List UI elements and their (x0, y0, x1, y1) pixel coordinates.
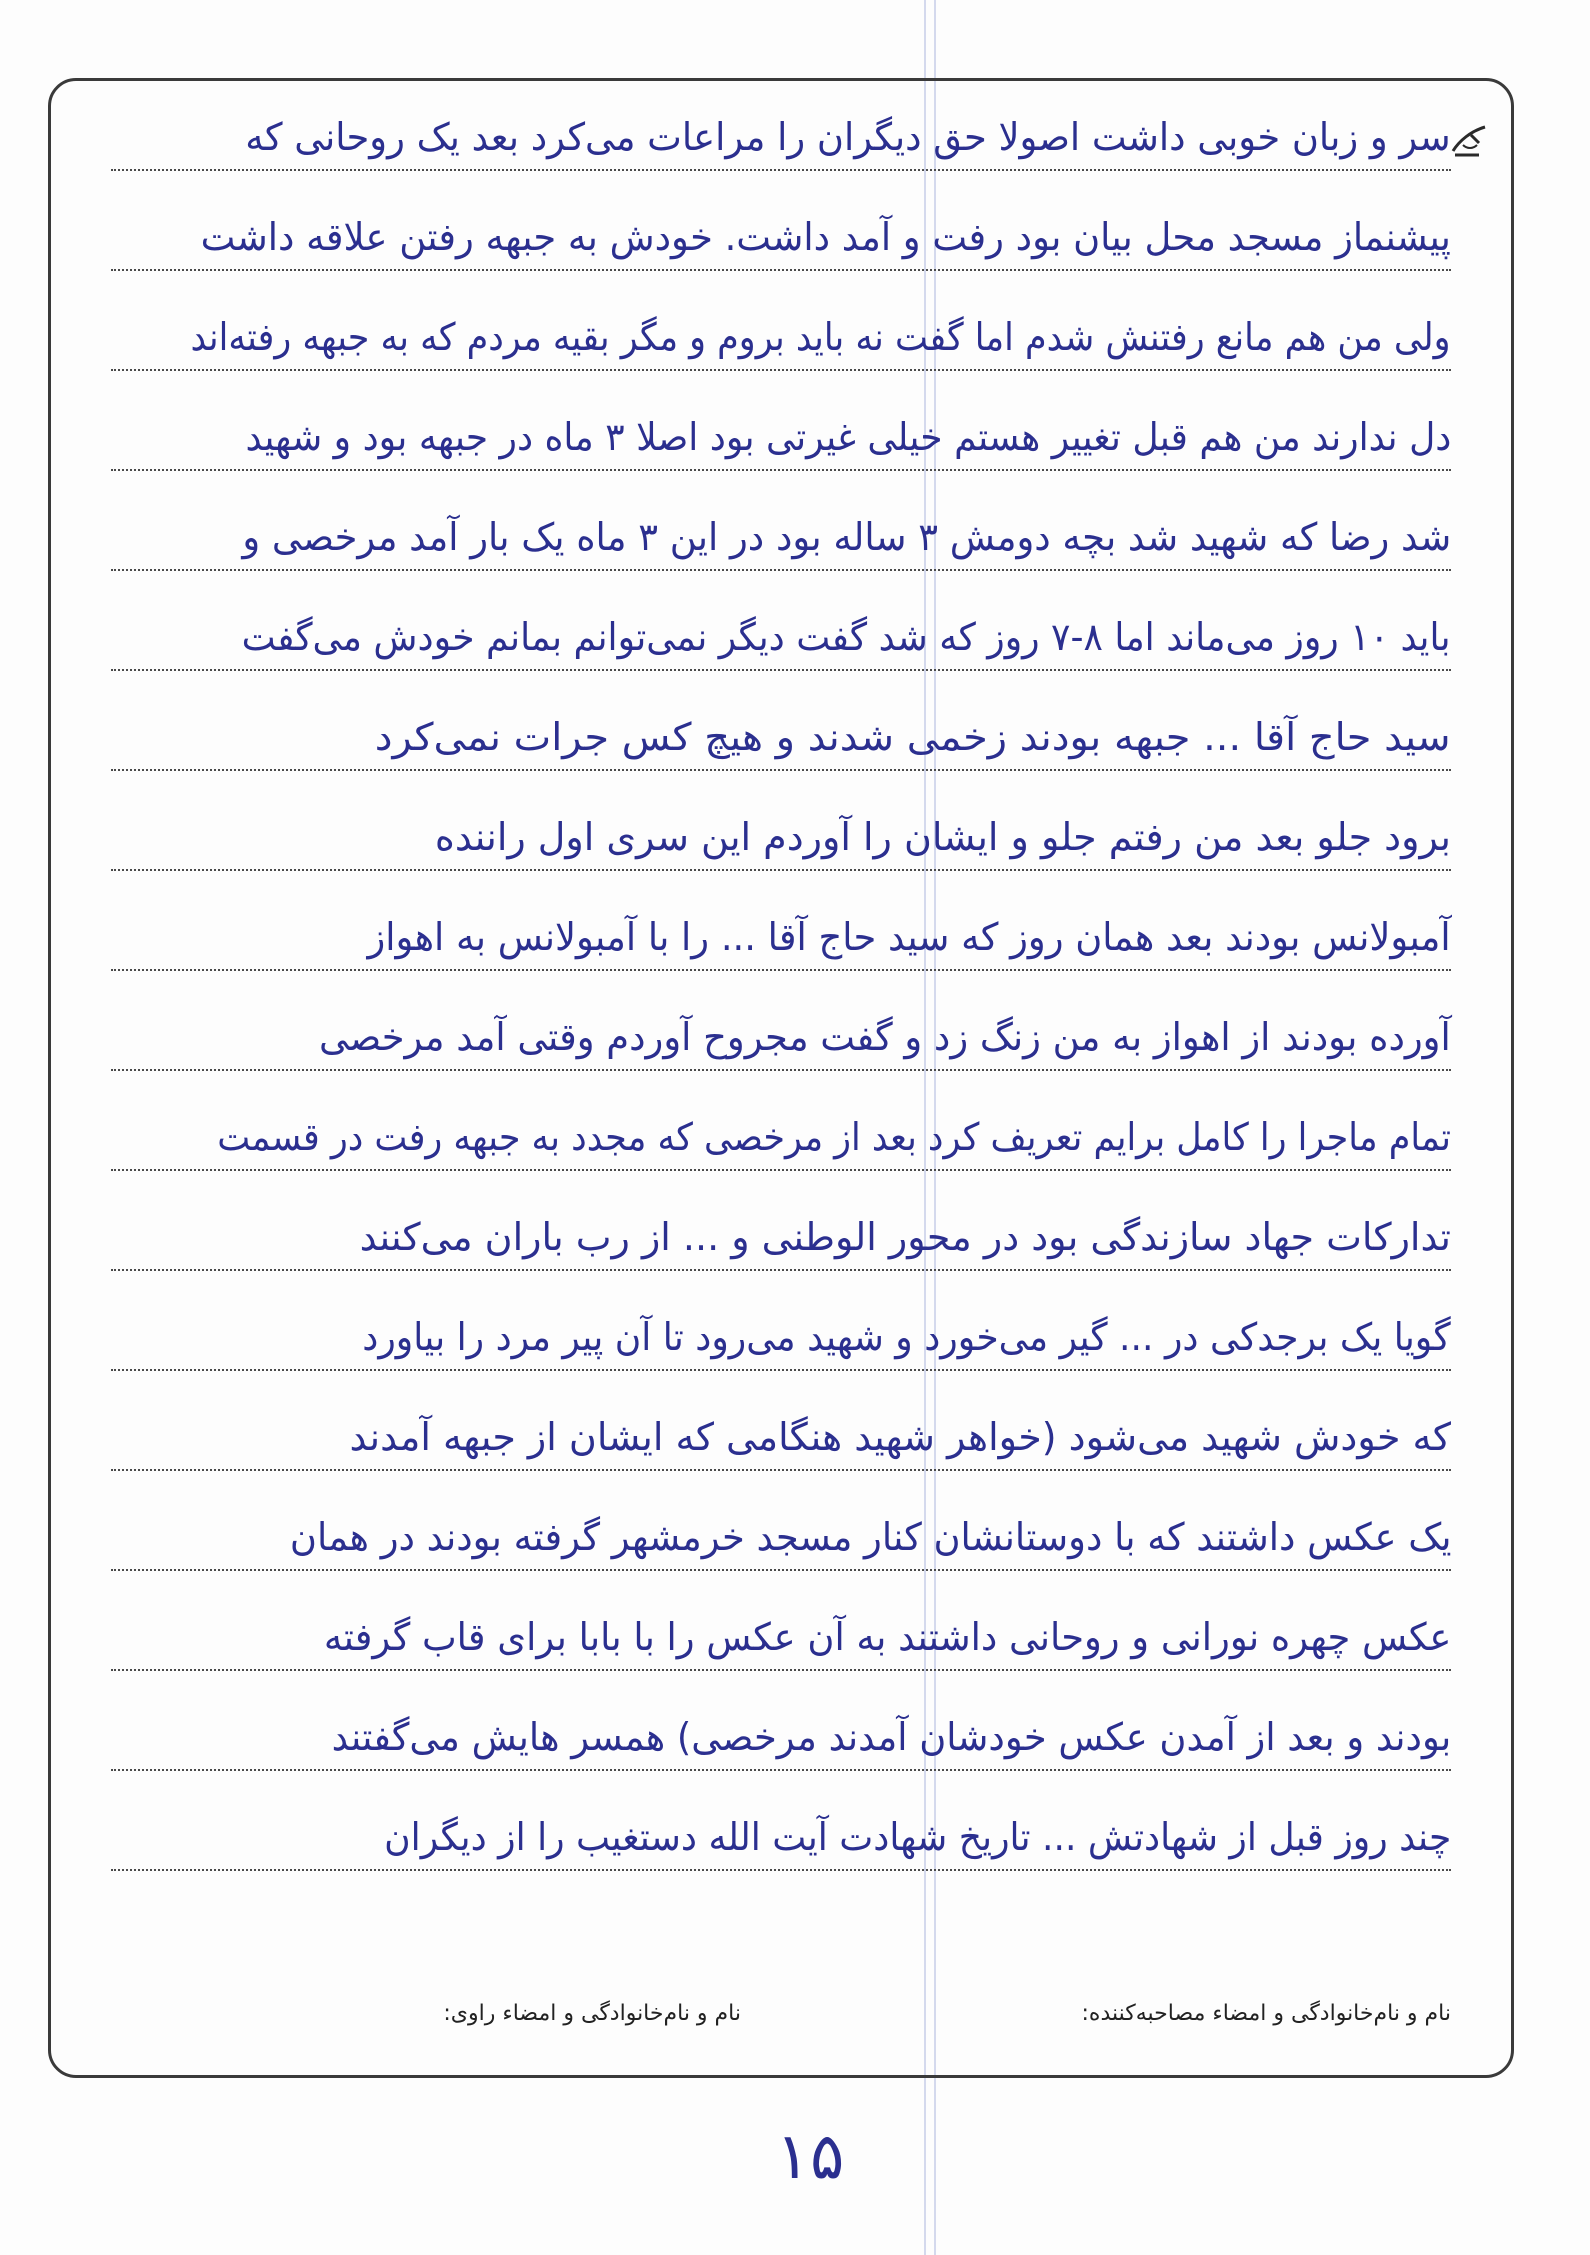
signature-footer (111, 2001, 1451, 2041)
text-line: یک عکس داشتند که با دوستانشان کنار مسجد خرمشهر گرفته بودند در همان (111, 1481, 1451, 1571)
handwritten-text-block (111, 81, 1451, 2031)
text-line: آورده بودند از اهواز به من زنگ زد و گفت مجروح آوردم وقتی آمد مرخصی (111, 981, 1451, 1071)
text-line: که خودش شهید می‌شود (خواهر شهید هنگامی که ایشان از جبهه آمدند (111, 1381, 1451, 1471)
text-line: برود جلو بعد من رفتم جلو و ایشان را آوردم این سری اول راننده (111, 781, 1451, 871)
text-line: آمبولانس بودند بعد همان روز که سید حاج آقا ... را با آمبولانس به اهواز (111, 881, 1451, 971)
text-line: پیشنماز مسجد محل بیان بود رفت و آمد داشت. خودش به جبهه رفتن علاقه داشت (111, 181, 1451, 271)
page-frame (48, 78, 1514, 2078)
text-line: عکس چهره نورانی و روحانی داشتند به آن عکس را با بابا برای قاب گرفته (111, 1581, 1451, 1671)
text-line: تمام ماجرا را کامل برایم تعریف کرد بعد از مرخصی که مجدد به جبهه رفت در قسمت (111, 1081, 1451, 1171)
text-line: سر و زبان خوبی داشت اصولا حق دیگران را مراعات می‌کرد بعد یک روحانی که (111, 81, 1451, 171)
text-line: ولی من هم مانع رفتنش شدم اما گفت نه باید بروم و مگر بقیه مردم که به جبهه رفته‌اند (111, 281, 1451, 371)
pencil-note-icon (1449, 121, 1489, 161)
text-line: سید حاج آقا ... جبهه بودند زخمی شدند و هیچ کس جرات نمی‌کرد (111, 681, 1451, 771)
page-number: ۱۵ (775, 2120, 845, 2194)
narrator-signature-label: نام و نام‌خانوادگی و امضاء راوی: (443, 2001, 741, 2026)
text-line: گویا یک برجدکی در ... گیر می‌خورد و شهید می‌رود تا آن پیر مرد را بیاورد (111, 1281, 1451, 1371)
text-line: بودند و بعد از آمدن عکس خودشان آمدند مرخصی) همسر هایش می‌گفتند (111, 1681, 1451, 1771)
text-line: شد رضا که شهید شد بچه دومش ۳ ساله بود در این ۳ ماه یک بار آمد مرخصی و (111, 481, 1451, 571)
interviewer-signature-label: نام و نام‌خانوادگی و امضاء مصاحبه‌کننده: (1081, 2001, 1451, 2026)
text-line: باید ۱۰ روز می‌ماند اما ۸-۷ روز که شد گفت دیگر نمی‌توانم بمانم خودش می‌گفت (111, 581, 1451, 671)
text-line: چند روز قبل از شهادتش ... تاریخ شهادت آیت الله دستغیب را از دیگران (111, 1781, 1451, 1871)
text-line: دل ندارند من هم قبل تغییر هستم خیلی غیرتی بود اصلا ۳ ماه در جبهه بود و شهید (111, 381, 1451, 471)
text-line: تدارکات جهاد سازندگی بود در محور الوطنی و ... از رب باران می‌کنند (111, 1181, 1451, 1271)
